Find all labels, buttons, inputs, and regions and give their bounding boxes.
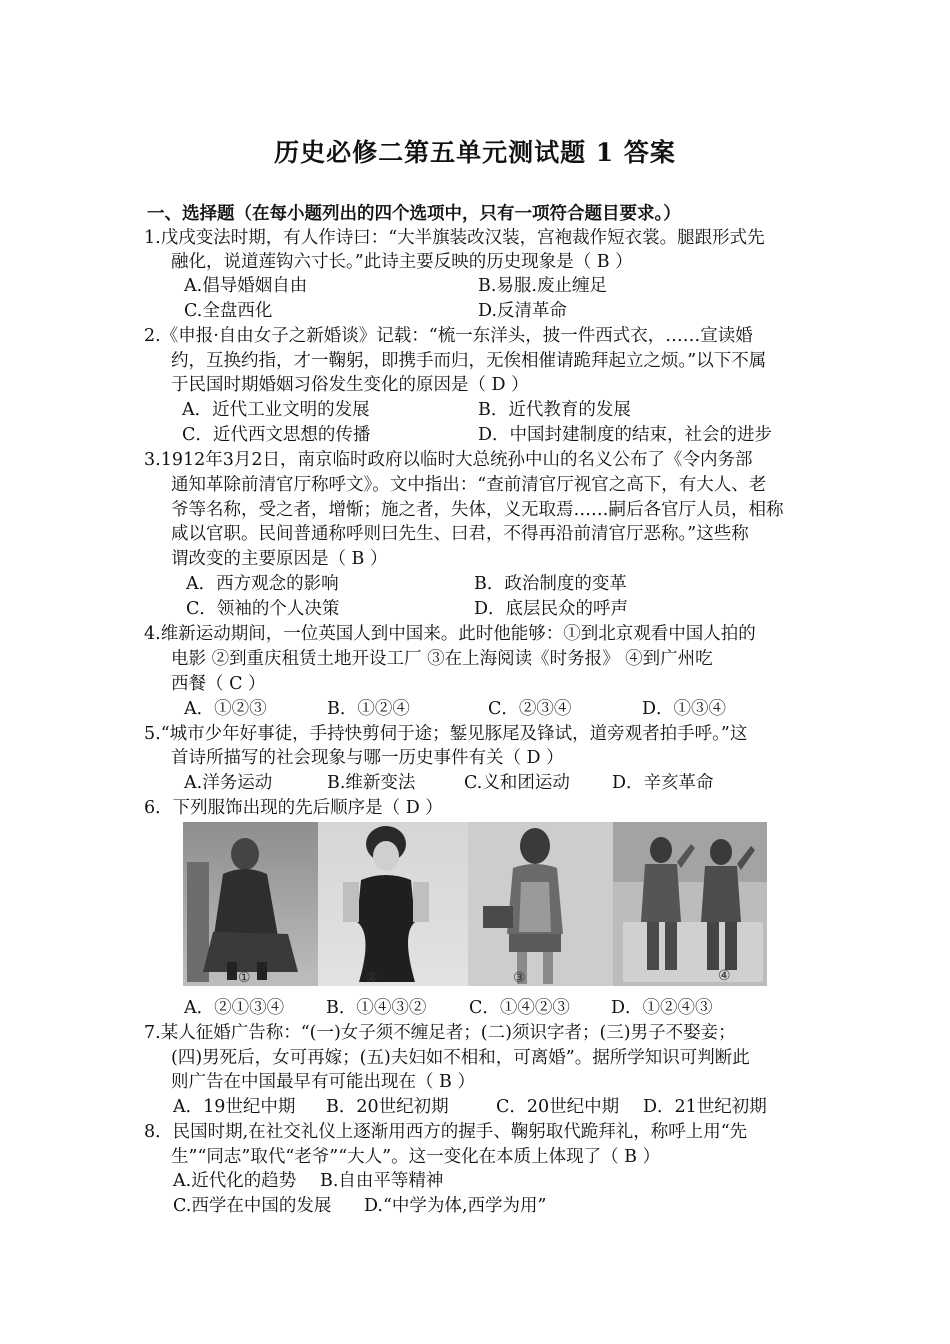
question-7-option-c: C．20世纪中期	[496, 1097, 620, 1117]
question-3-line-5: 谓改变的主要原因是（ B ）	[171, 549, 388, 569]
photo-3	[468, 822, 613, 986]
photo-2	[318, 822, 468, 986]
question-7-option-b: B．20世纪初期	[326, 1097, 449, 1117]
question-2-option-c: C．近代西文思想的传播	[182, 425, 371, 445]
section-heading: 一、选择题（在每小题列出的四个选项中，只有一项符合题目要求。）	[147, 204, 681, 224]
question-2-line-2: 约，互换约指，才一鞠躬，即携手而归，无俟相催请跪拜起立之烦。”以下不属	[171, 351, 767, 371]
question-4-option-c: C．②③④	[488, 699, 572, 719]
question-7-line-3: 则广告在中国最早有可能出现在（ B ）	[171, 1072, 475, 1092]
question-5-line-2: 首诗所描写的社会现象与哪一历史事件有关（ D ）	[171, 748, 564, 768]
question-2-line-3: 于民国时期婚姻习俗发生变化的原因是（ D ）	[171, 375, 529, 395]
clothing-photo-strip	[183, 822, 767, 986]
question-8-line-1: 8．民国时期,在社交礼仪上逐渐用西方的握手、鞠躬取代跪拜礼，称呼上用“先	[144, 1122, 748, 1142]
question-3-option-d: D．底层民众的呼声	[474, 599, 629, 619]
question-3-line-4: 咸以官职。民间普通称呼则曰先生、曰君，不得再沿前清官厅恶称。”这些称	[171, 524, 749, 544]
question-8-option-a: A.近代化的趋势	[173, 1171, 297, 1191]
question-1-option-d: D.反清革命	[478, 301, 567, 321]
question-7-line-1: 7.某人征婚广告称：“(一)女子须不缠足者；(二)须识字者；(三)男子不娶妾；	[144, 1023, 736, 1043]
question-3-line-2: 通知革除前清官厅称呼文》。文中指出：“查前清官厅视官之高下，有大人、老	[171, 475, 767, 495]
photo-label-2: ②	[365, 970, 378, 986]
question-3-option-a: A．西方观念的影响	[186, 574, 339, 594]
question-3-option-b: B．政治制度的变革	[474, 574, 627, 594]
question-5-line-1: 5.“城市少年好事徒，手持快剪伺于途；錾见豚尾及锋试，道旁观者拍手呼。”这	[144, 724, 748, 744]
photo-label-1: ①	[238, 970, 251, 986]
question-6-option-a: A．②①③④	[184, 998, 285, 1018]
question-2-option-a: A．近代工业文明的发展	[182, 400, 370, 420]
question-5-option-d: D．辛亥革命	[612, 773, 714, 793]
question-1-line-2: 融化，说道莲钩六寸长。”此诗主要反映的历史现象是（ B ）	[171, 252, 633, 272]
question-4-option-a: A．①②③	[184, 699, 267, 719]
question-7-option-a: A．19世纪中期	[173, 1097, 296, 1117]
question-5-option-c: C.义和团运动	[464, 773, 570, 793]
question-8-line-2: 生”“同志”取代“老爷”“大人”。这一变化在本质上体现了（ B ）	[171, 1147, 661, 1167]
photo-1	[183, 822, 318, 986]
question-6-line-1: 6．下列服饰出现的先后顺序是（ D ）	[144, 798, 443, 818]
question-2-option-d: D．中国封建制度的结束，社会的进步	[478, 425, 773, 445]
question-4-option-d: D．①③④	[642, 699, 727, 719]
question-6-option-d: D．①②④③	[611, 998, 713, 1018]
question-2-line-1: 2.《申报·自由女子之新婚谈》记载：“梳一东洋头，披一件西式衣，……宣读婚	[144, 326, 753, 346]
question-3-line-3: 爷等名称，受之者，增惭；施之者，失体，义无取焉……嗣后各官厅人员，相称	[171, 500, 784, 520]
question-7-option-d: D．21世纪初期	[643, 1097, 767, 1117]
question-4-line-1: 4.维新运动期间，一位英国人到中国来。此时他能够：①到北京观看中国人拍的	[144, 624, 756, 644]
question-6-option-b: B．①④③②	[326, 998, 427, 1018]
question-4-line-3: 西餐（ C ）	[171, 674, 266, 694]
question-1-option-c: C.全盘西化	[184, 301, 273, 321]
question-1-option-b: B.易服.废止缠足	[478, 276, 607, 296]
question-1-option-a: A.倡导婚姻自由	[184, 276, 308, 296]
question-6-option-c: C．①④②③	[469, 998, 570, 1018]
question-2-option-b: B．近代教育的发展	[478, 400, 631, 420]
question-8-option-d: D.“中学为体,西学为用”	[364, 1196, 547, 1216]
photo-label-3: ③	[513, 970, 526, 986]
question-7-line-2: (四)男死后，女可再嫁；(五)夫妇如不相和，可离婚”。据所学知识可判断此	[171, 1048, 750, 1068]
question-5-option-a: A.洋务运动	[184, 773, 273, 793]
question-5-option-b: B.维新变法	[327, 773, 416, 793]
question-8-option-b: B.自由平等精神	[320, 1171, 444, 1191]
question-1-line-1: 1.戊戌变法时期，有人作诗曰：“大半旗装改汉装，宫袍裁作短衣裳。腿跟形式先	[144, 228, 765, 248]
photo-4	[613, 822, 767, 986]
page-title: 历史必修二第五单元测试题 1 答案	[274, 138, 676, 167]
question-3-option-c: C．领袖的个人决策	[186, 599, 340, 619]
question-3-line-1: 3.1912年3月2日，南京临时政府以临时大总统孙中山的名义公布了《令内务部	[144, 450, 753, 470]
question-8-option-c: C.西学在中国的发展	[173, 1196, 332, 1216]
question-4-line-2: 电影 ②到重庆租赁土地开设工厂 ③在上海阅读《时务报》 ④到广州吃	[171, 649, 713, 669]
question-4-option-b: B．①②④	[327, 699, 410, 719]
photo-label-4: ④	[718, 968, 731, 984]
